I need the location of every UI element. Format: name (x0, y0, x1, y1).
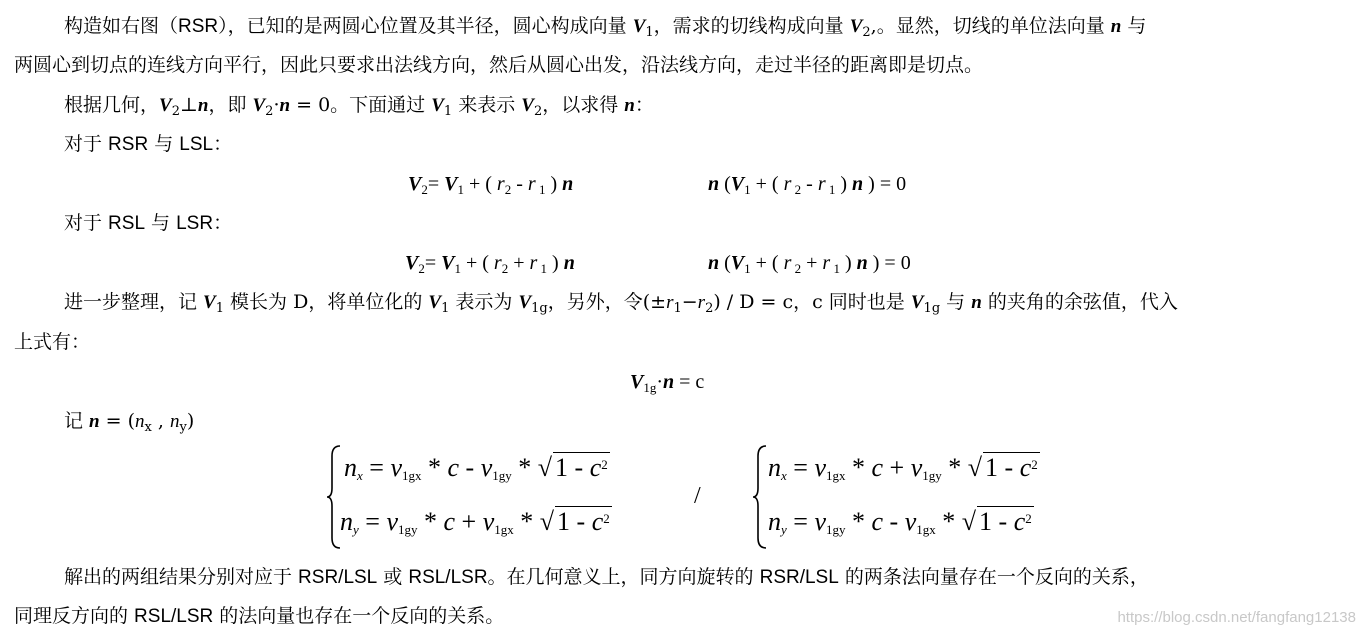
paragraph-5-line-1: 解出的两组结果分别对应于 RSR/LSL 或 RSL/LSR。在几何意义上，同方向旋转的 RSR/LSL 的两条法向量存在一个反向的关系， (64, 566, 1149, 588)
center-equation: $V_{1g}\cdot n = c$ (630, 371, 705, 395)
paragraph-2: 根据几何，$V_2\perp n$，即 $V_2\cdot n = 0$。下面通过 $V_1$ 来表示 $V_2$，以求得 n： (64, 94, 654, 119)
system-2-row-2: $n_y = v_{1gy} * c - v_{1gx}$ * √ $1 - c^2$ (768, 507, 1032, 537)
paragraph-1-line-1: 构造如右图（RSR），已知的是两圆心位置及其半径，圆心构成向量 $V_1$，需求的切线构成向量 $V_2$,。显然，切线的单位法向量 n 与 (64, 15, 1147, 40)
left-brace-icon (752, 444, 768, 550)
paragraph-3-line-2: 上式有： (14, 331, 91, 353)
case-1-label: 对于 RSR 与 LSL： (64, 133, 233, 155)
paragraph-1-line-2: 两圆心到切点的连线方向平行，因此只要求出法线方向，然后从圆心出发，沿法线方向，走过半径的距离即是切点。 (14, 54, 984, 76)
system-2-row-1: $n_x = v_{1gx} * c + v_{1gy}$ * √ $1 - c^2$ (768, 453, 1038, 483)
system-1-row-2: $n_y = v_{1gy} * c + v_{1gx}$ * √ $1 - c^2$ (340, 507, 610, 537)
case-1-equation-left: $V_2= V_1$ + ( $r_2$ - r $_1$ ) n (408, 173, 574, 197)
paragraph-3-line-1: 进一步整理，记 $V_1$ 模长为 D，将单位化的 $V_1$ 表示为 $V_{1g}$，另外，令$(\pm r_1-r_2) / D = c$，c 同时也是 $V_{1g}$ 与 n 的夹角的余弦值，代入 (64, 291, 1178, 316)
case-2-label: 对于 RSL 与 LSR： (64, 212, 233, 234)
equation-system-2 (752, 444, 1082, 550)
paragraph-4: 记 $n = (n_x$ , $n_y$) (64, 410, 195, 435)
equation-system-1 (326, 444, 656, 550)
paragraph-5-line-2: 同理反方向的 RSL/LSR 的法向量也存在一个反向的关系。 (14, 605, 505, 627)
case-1-equation-right: n ($V_1$ + ( r $_2$ - r $_1$ ) n ) = 0 (708, 173, 907, 197)
case-2-equation-left: $V_2= V_1$ + ( $r_2 + r$ $_1$ ) n (405, 252, 575, 276)
system-1-row-1: $n_x = v_{1gx} * c - v_{1gy}$ * √ $1 - c^2$ (344, 453, 608, 483)
case-2-equation-right: n ($V_1$ + ( r $_2$ + r $_1$ ) n ) = 0 (708, 252, 911, 276)
system-separator: / (694, 483, 701, 509)
watermark: https://blog.csdn.net/fangfang12138 (1117, 609, 1356, 626)
